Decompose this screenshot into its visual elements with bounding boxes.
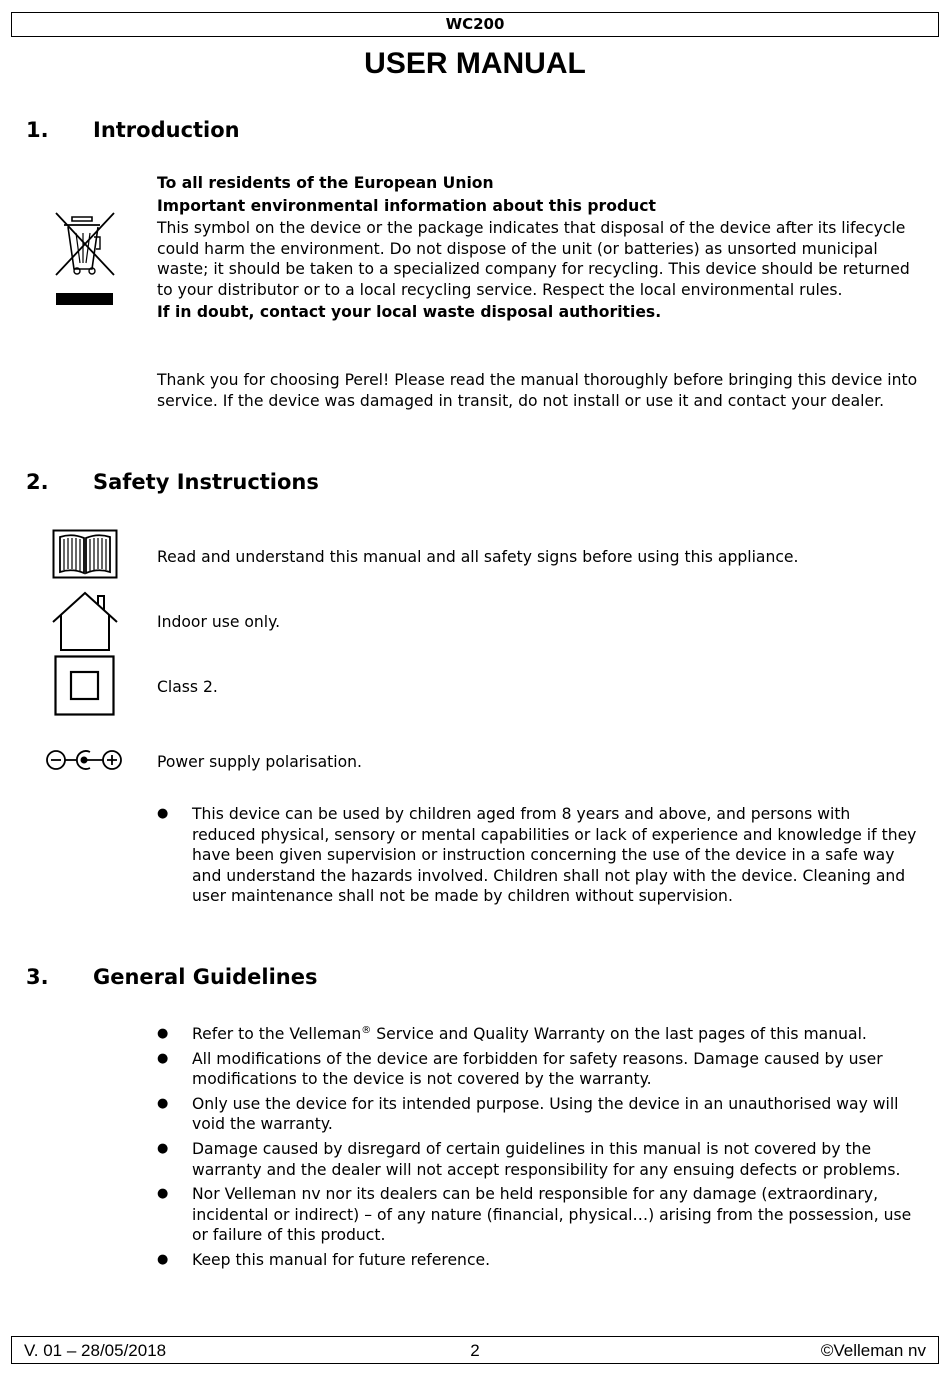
intro-thanks-paragraph: Thank you for choosing Perel! Please read the manual thoroughly before bringing this device into service. If the device was damaged in transit, do not install or use it and contact your dealer. — [157, 371, 918, 410]
page-footer — [11, 1336, 939, 1364]
section-1-number: 1. — [26, 118, 49, 142]
section-3-title: General Guidelines — [93, 965, 318, 989]
safety-symbol-polarity-text: Power supply polarisation. — [157, 753, 363, 771]
crossed-bin-icon — [50, 207, 120, 307]
safety-symbol-indoor-text: Indoor use only. — [157, 613, 281, 631]
bullet-icon: ● — [157, 1251, 169, 1267]
list-item: ● All modifications of the device are forbidden for safety reasons. Damage caused by user modifications to the device is not covered by the warranty. — [157, 1049, 883, 1089]
bullet-icon: ● — [157, 806, 169, 821]
intro-heading-environment: Important environmental information about this product — [157, 197, 656, 215]
list-item: ● Keep this manual for future reference. — [157, 1250, 491, 1269]
safety-symbol-class2-text: Class 2. — [157, 678, 218, 696]
safety-bullet-list — [157, 804, 917, 907]
section-1-title: Introduction — [93, 118, 240, 142]
guidelines-bullet-list — [157, 1024, 917, 1271]
bullet-icon: ● — [157, 1140, 169, 1156]
footer-copyright: ©Velleman nv — [820, 1341, 926, 1360]
intro-text-block — [157, 172, 927, 324]
manual-book-icon — [52, 529, 118, 579]
list-item: ● This device can be used by children aged from 8 years and above, and persons with reduced physical, sensory or mental capabilities or lack of experience and knowledge if they have been given supervision or instruction concerning the use of the device in a safe way and understand the hazards involved. Children shall not play with the device. Cleaning and user maintenance shall not be made by children without supervision. — [157, 805, 917, 906]
list-item: ● Refer to the Velleman® Service and Quality Warranty on the last pages of this manual. — [157, 1024, 867, 1043]
footer-version: V. 01 – 28/05/2018 — [24, 1341, 167, 1360]
section-2-title: Safety Instructions — [93, 470, 319, 494]
section-3-number: 3. — [26, 965, 49, 989]
bullet-icon: ● — [157, 1095, 169, 1111]
bullet-icon: ● — [157, 1026, 169, 1041]
list-item: ● Only use the device for its intended purpose. Using the device in an unauthorised way will void the warranty. — [157, 1094, 899, 1134]
intro-environment-body: This symbol on the device or the package indicates that disposal of the device after its lifecycle could harm the environment. Do not dispose of the unit (or batteries) as unsorted municipal waste; it should be taken to a specialized company for recycling. This device should be returned to your distributor or to a local recycling service. Respect the local environmental rules. — [157, 219, 910, 299]
bullet-icon: ● — [157, 1186, 169, 1202]
list-item: ● Damage caused by disregard of certain guidelines in this manual is not covered by the warranty and the dealer will not accept responsibility for any ensuing defects or problems. — [157, 1139, 901, 1179]
bullet-icon: ● — [157, 1050, 169, 1066]
list-item: ● Nor Velleman nv nor its dealers can be held responsible for any damage (extraordinary, incidental or indirect) – of any nature (financial, physical…) arising from the possession, use or failure of this product. — [157, 1185, 912, 1245]
footer-page-number: 2 — [470, 1341, 480, 1360]
house-icon — [50, 590, 120, 652]
intro-doubt-notice: If in doubt, contact your local waste disposal authorities. — [157, 303, 662, 322]
polarity-icon — [44, 747, 124, 773]
section-2-number: 2. — [26, 470, 49, 494]
page-header-model: WC200 — [11, 12, 939, 37]
intro-heading-eu: To all residents of the European Union — [157, 174, 494, 192]
class2-icon — [54, 655, 115, 716]
safety-symbol-manual-text: Read and understand this manual and all safety signs before using this appliance. — [157, 548, 799, 566]
page-title: USER MANUAL — [364, 47, 586, 80]
